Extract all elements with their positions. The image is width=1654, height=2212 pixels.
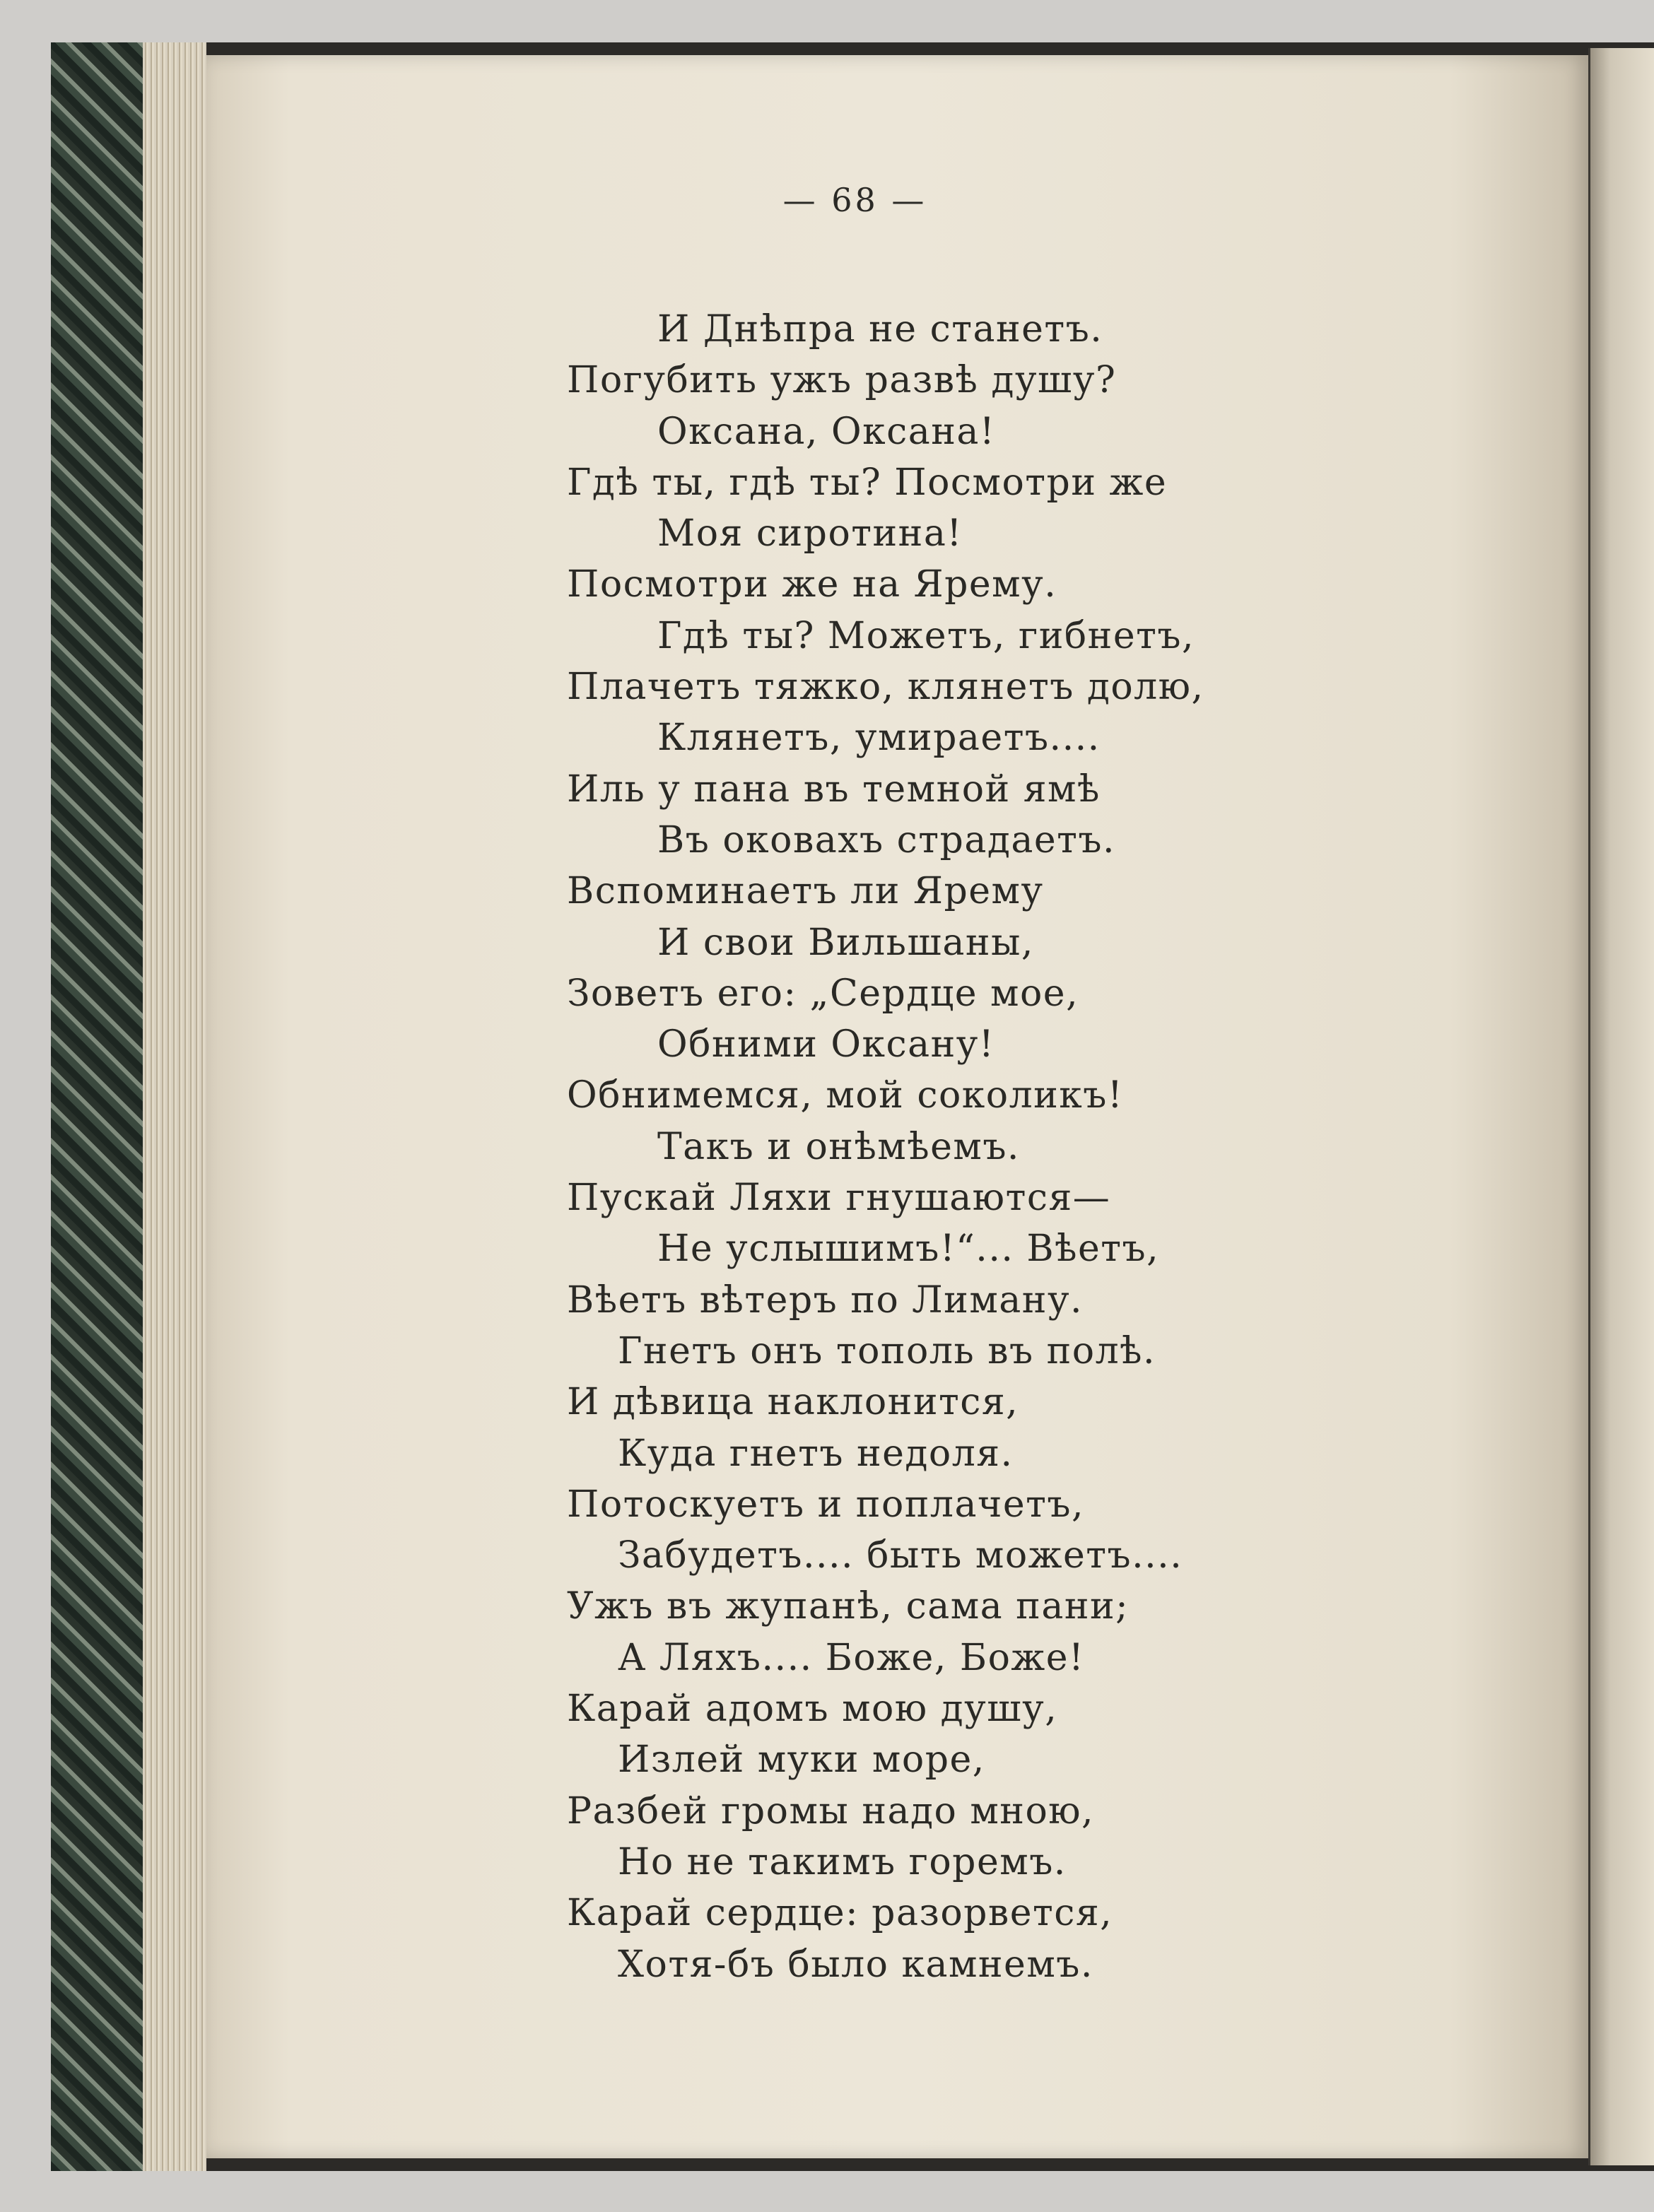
- poem-line: Вѣетъ вѣтеръ по Лиману.: [567, 1278, 1084, 1322]
- poem-line: А Ляхъ.... Боже, Боже!: [618, 1636, 1085, 1679]
- poem-line: Забудетъ.... быть можетъ....: [618, 1534, 1183, 1577]
- poem-line: Не услышимъ!“... Вѣетъ,: [657, 1228, 1160, 1271]
- poem-line: Хотя-бъ было камнемъ.: [618, 1943, 1093, 1986]
- page-number: — 68 —: [782, 181, 927, 219]
- poem-line: Посмотри же на Ярему.: [567, 563, 1057, 606]
- poem-line: И Днѣпра не станетъ.: [657, 308, 1103, 351]
- poem-line: Вспоминаетъ ли Ярему: [567, 870, 1044, 913]
- poem-line: Зоветъ его: „Сердце мое,: [567, 972, 1079, 1015]
- poem-line: Потоскуетъ и поплачетъ,: [567, 1483, 1084, 1526]
- poem-line: Клянетъ, умираетъ....: [657, 717, 1101, 760]
- poem-line: Куда гнетъ недоля.: [618, 1432, 1014, 1475]
- poem-line: Плачетъ тяжко, клянетъ долю,: [567, 666, 1204, 709]
- book-page: [206, 55, 1588, 2158]
- poem-line: Излей муки море,: [618, 1739, 985, 1782]
- poem-line: Карай адомъ мою душу,: [567, 1688, 1058, 1731]
- poem-line: Ужъ въ жупанѣ, сама пани;: [567, 1585, 1130, 1628]
- poem-line: Пускай Ляхи гнушаются—: [567, 1177, 1111, 1220]
- book-cover-edge: [51, 42, 143, 2171]
- poem-line: Оксана, Оксана!: [657, 410, 996, 453]
- facing-page-edge: [1588, 48, 1654, 2165]
- poem-line: Гнетъ онъ тополь въ полѣ.: [618, 1329, 1156, 1372]
- poem-line: Въ оковахъ страдаетъ.: [657, 818, 1116, 861]
- page-stack-edge: [143, 42, 206, 2171]
- poem-line: Но не такимъ горемъ.: [618, 1840, 1067, 1883]
- poem-text: [567, 304, 1204, 1990]
- book-scan: [51, 42, 1654, 2171]
- poem-line: И дѣвица наклонится,: [567, 1381, 1019, 1424]
- poem-line: Погубить ужъ развѣ душу?: [567, 359, 1117, 402]
- poem-line: Иль у пана въ темной ямѣ: [567, 767, 1101, 811]
- poem-line: Обними Оксану!: [657, 1023, 995, 1066]
- poem-line: Обнимемся, мой соколикъ!: [567, 1074, 1124, 1117]
- poem-line: Гдѣ ты, гдѣ ты? Посмотри же: [567, 461, 1168, 504]
- poem-line: Разбей громы надо мною,: [567, 1789, 1095, 1832]
- poem-line: Моя сиротина!: [657, 512, 963, 555]
- poem-line: И свои Вильшаны,: [657, 921, 1034, 964]
- poem-line: Гдѣ ты? Можетъ, гибнетъ,: [657, 614, 1195, 657]
- poem-line: Такъ и онѣмѣемъ.: [657, 1125, 1020, 1168]
- poem-line: Карай сердце: разорвется,: [567, 1892, 1113, 1935]
